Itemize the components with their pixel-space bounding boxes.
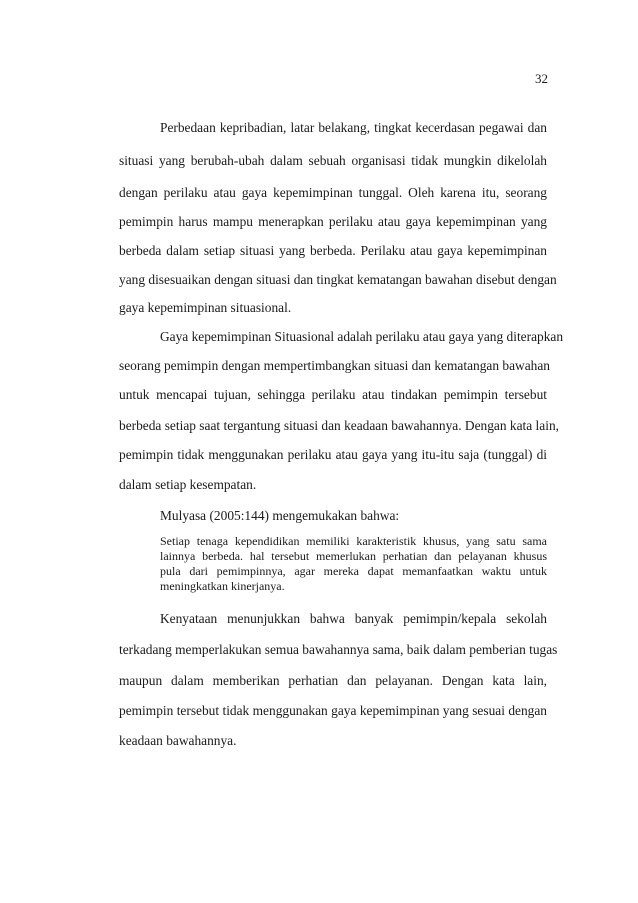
text-line: yang disesuaikan dengan situasi dan tingkat kematangan bawahan disebut dengan <box>119 272 557 287</box>
text-line: Kenyataan menunjukkan bahwa banyak pemimpin/kepala sekolah <box>160 611 547 626</box>
text-line: seorang pemimpin dengan mempertimbangkan situasi dan kematangan bawahan <box>119 358 550 373</box>
quote-line: pula dari pemimpinnya, agar mereka dapat memanfaatkan waktu untuk <box>160 564 547 578</box>
text-line: untuk mencapai tujuan, sehingga perilaku atau tindakan pemimpin tersebut <box>119 387 547 402</box>
quote-line: meningkatkan kinerjanya. <box>160 579 285 593</box>
citation-intro: Mulyasa (2005:144) mengemukakan bahwa: <box>160 508 400 523</box>
text-line: keadaan bawahannya. <box>119 733 237 748</box>
text-line: berbeda dalam setiap situasi yang berbeda. Perilaku atau gaya kepemimpinan <box>119 243 547 258</box>
text-line: Gaya kepemimpinan Situasional adalah perilaku atau gaya yang diterapkan <box>160 329 564 344</box>
text-line: pemimpin tidak menggunakan perilaku atau gaya yang itu-itu saja (tunggal) di <box>119 447 547 462</box>
text-line: berbeda setiap saat tergantung situasi dan keadaan bawahannya. Dengan kata lain, <box>119 418 559 433</box>
page-number: 32 <box>535 71 548 86</box>
text-line: pemimpin harus mampu menerapkan perilaku atau gaya kepemimpinan yang <box>119 214 547 229</box>
text-line: terkadang memperlakukan semua bawahannya sama, baik dalam pemberian tugas <box>119 642 558 657</box>
text-line: pemimpin tersebut tidak menggunakan gaya kepemimpinan yang sesuai dengan <box>119 703 547 718</box>
quote-line: lainnya berbeda. hal tersebut memerlukan perhatian dan pelayanan khusus <box>160 549 547 563</box>
text-line: dalam setiap kesempatan. <box>119 477 257 492</box>
text-line: Perbedaan kepribadian, latar belakang, tingkat kecerdasan pegawai dan <box>160 120 547 135</box>
text-line: situasi yang berubah-ubah dalam sebuah organisasi tidak mungkin dikelolah <box>119 153 547 168</box>
quote-line: Setiap tenaga kependidikan memiliki karakteristik khusus, yang satu sama <box>160 534 547 548</box>
text-line: dengan perilaku atau gaya kepemimpinan tunggal. Oleh karena itu, seorang <box>119 185 547 200</box>
text-line: gaya kepemimpinan situasional. <box>119 300 292 315</box>
text-line: maupun dalam memberikan perhatian dan pelayanan. Dengan kata lain, <box>119 673 547 688</box>
